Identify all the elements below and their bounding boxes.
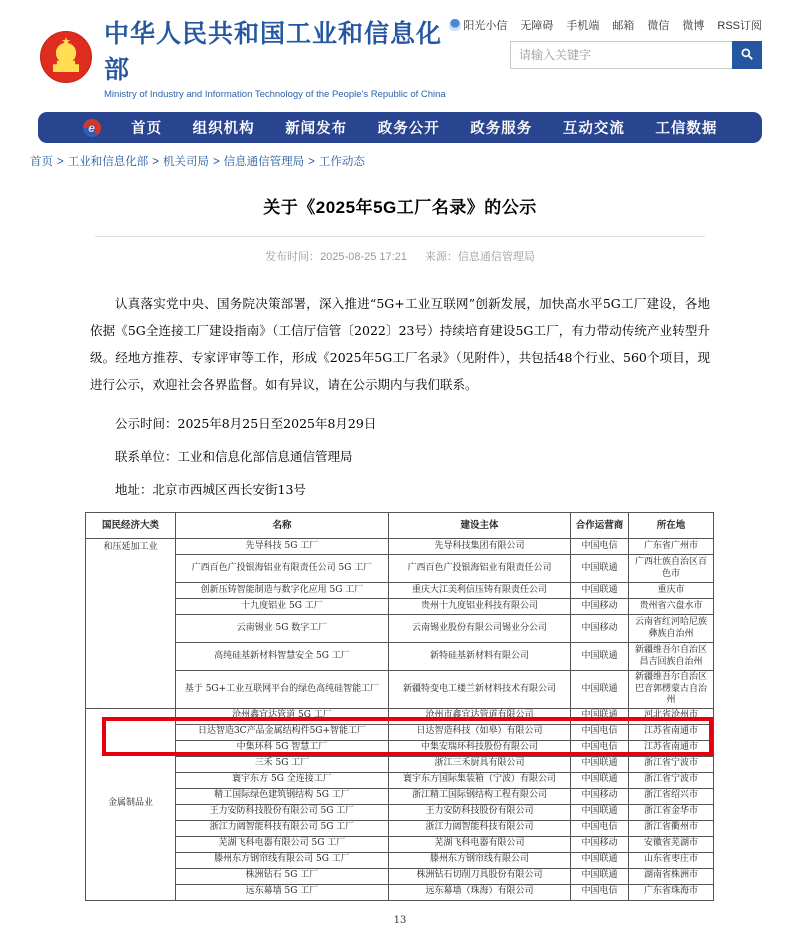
location-cell: 新疆维吾尔自治区巴音郭楞蒙古自治州 — [629, 671, 714, 709]
nav-logo-icon[interactable] — [83, 119, 101, 137]
article-paragraph: 认真落实党中央、国务院决策部署，深入推进“5G+工业互联网”创新发展，加快高水平5G工厂建设，各地依据《5G全连接工厂建设指南》（工信厅信管〔2022〕23号）持续培育建设5G工厂，有力带动传统产业转型升级。经地方推荐、专家评审等工作，形成《2025年5G工厂名录》（见附件），共包括48个行业、560个项目，现进行公示，欢迎社会各界监督。如有异议，请在公示期内与我们联系。 — [90, 296, 710, 392]
table-row — [86, 804, 714, 820]
table-row — [86, 643, 714, 671]
table-row — [86, 868, 714, 884]
nav-item[interactable]: 政务服务 — [470, 121, 533, 137]
table-row — [86, 836, 714, 852]
table-row — [86, 599, 714, 615]
operator-cell: 中国联通 — [571, 804, 629, 820]
location-cell: 新疆维吾尔自治区昌吉回族自治州 — [629, 643, 714, 671]
publish-time: 2025-08-25 17:21 — [320, 251, 407, 263]
factory-name-cell: 芜湖飞科电器有限公司 5G 工厂 — [176, 836, 389, 852]
quick-link[interactable]: 无障碍 — [520, 20, 554, 32]
page-title: 关于《2025年5G工厂名录》的公示 — [263, 198, 537, 217]
site-brand[interactable] — [40, 14, 449, 100]
location-cell: 广东省广州市 — [629, 539, 714, 555]
table-row — [86, 756, 714, 772]
location-cell: 贵州省六盘水市 — [629, 599, 714, 615]
title-divider — [95, 236, 705, 237]
article — [0, 193, 800, 498]
location-cell: 云南省红河哈尼族彝族自治州 — [629, 615, 714, 643]
source-label: 来源： — [424, 251, 458, 263]
table-row — [86, 820, 714, 836]
page-number: 13 — [393, 914, 407, 926]
operator-cell: 中国电信 — [571, 740, 629, 756]
table-column-header: 名称 — [176, 513, 389, 539]
builder-cell: 远东幕墙（珠海）有限公司 — [389, 884, 571, 900]
article-body — [90, 290, 710, 398]
operator-cell: 中国联通 — [571, 708, 629, 724]
table-row — [86, 740, 714, 756]
location-cell: 浙江省绍兴市 — [629, 788, 714, 804]
location-cell: 江苏省南通市 — [629, 740, 714, 756]
breadcrumb-separator: > — [212, 156, 220, 168]
search-bar — [510, 41, 762, 69]
factory-name-cell: 浙江力阔智能科技有限公司 5G 工厂 — [176, 820, 389, 836]
builder-cell: 新疆特变电工楼兰新材料技术有限公司 — [389, 671, 571, 709]
location-cell: 江苏省南通市 — [629, 724, 714, 740]
breadcrumb-link[interactable]: 首页 — [30, 156, 53, 168]
table-row — [86, 615, 714, 643]
table-row — [86, 708, 714, 724]
builder-cell: 贵州十九度铝业科技有限公司 — [389, 599, 571, 615]
factory-name-cell: 高纯硅基新材料智慧安全 5G 工厂 — [176, 643, 389, 671]
location-cell: 河北省沧州市 — [629, 708, 714, 724]
factory-name-cell: 远东幕墙 5G 工厂 — [176, 884, 389, 900]
location-cell: 浙江省宁波市 — [629, 756, 714, 772]
operator-cell: 中国联通 — [571, 772, 629, 788]
main-nav — [38, 112, 762, 143]
table-row — [86, 539, 714, 555]
breadcrumb-separator: > — [57, 156, 64, 168]
factory-name-cell: 王力安防科技股份有限公司 5G 工厂 — [176, 804, 389, 820]
operator-cell: 中国联通 — [571, 868, 629, 884]
national-emblem-logo: ★ — [40, 31, 92, 83]
source-value: 信息通信管理局 — [457, 251, 535, 263]
breadcrumb-separator: > — [152, 156, 159, 168]
builder-cell: 云南锡业股份有限公司锡业分公司 — [389, 615, 571, 643]
operator-cell: 中国联通 — [571, 671, 629, 709]
table-header-row — [86, 513, 714, 539]
factory-name-cell: 先导科技 5G 工厂 — [176, 539, 389, 555]
nav-item[interactable]: 首页 — [131, 121, 163, 137]
search-icon — [740, 47, 754, 64]
location-cell: 重庆市 — [629, 583, 714, 599]
builder-cell: 滕州东方钢帘线有限公司 — [389, 852, 571, 868]
factory-name-cell: 基于 5G+工业互联网平台的绿色高纯硅智能工厂 — [176, 671, 389, 709]
quick-link[interactable]: RSS订阅 — [717, 20, 762, 32]
table-row — [86, 788, 714, 804]
factory-name-cell: 云南锡业 5G 数字工厂 — [176, 615, 389, 643]
factory-table-wrap — [85, 512, 713, 901]
table-column-header: 合作运营商 — [571, 513, 629, 539]
location-cell: 广西壮族自治区百色市 — [629, 555, 714, 583]
builder-cell: 重庆大江美利信压铸有限责任公司 — [389, 583, 571, 599]
contact-unit: 联系单位：工业和信息化部信息通信管理局 — [115, 449, 353, 464]
operator-cell: 中国电信 — [571, 539, 629, 555]
nav-item[interactable]: 工信数据 — [655, 121, 718, 137]
location-cell: 安徽省芜湖市 — [629, 836, 714, 852]
builder-cell: 株洲钻石切削刀具股份有限公司 — [389, 868, 571, 884]
builder-cell: 浙江三禾厨具有限公司 — [389, 756, 571, 772]
location-cell: 山东省枣庄市 — [629, 852, 714, 868]
factory-name-cell: 沧州鑫宜达管道 5G 工厂 — [176, 708, 389, 724]
operator-cell: 中国电信 — [571, 724, 629, 740]
operator-cell: 中国联通 — [571, 852, 629, 868]
masthead — [0, 0, 800, 106]
table-row — [86, 671, 714, 709]
breadcrumb-link[interactable]: 工作动态 — [318, 156, 365, 168]
builder-cell: 浙江精工国际钢结构工程有限公司 — [389, 788, 571, 804]
category-cell: 金属制品业 — [86, 708, 176, 900]
operator-cell: 中国联通 — [571, 643, 629, 671]
quick-link[interactable]: 微信 — [647, 20, 670, 32]
sunshine-assistant-icon — [449, 19, 461, 31]
factory-name-cell: 株洲钻石 5G 工厂 — [176, 868, 389, 884]
location-cell: 浙江省宁波市 — [629, 772, 714, 788]
operator-cell: 中国联通 — [571, 583, 629, 599]
quick-links — [449, 17, 762, 33]
publish-time-label: 发布时间： — [265, 251, 321, 263]
quick-link[interactable]: 手机端 — [566, 20, 600, 32]
factory-name-cell: 创新压铸智能制造与数字化应用 5G 工厂 — [176, 583, 389, 599]
table-row — [86, 772, 714, 788]
quick-link[interactable]: 微博 — [682, 20, 705, 32]
factory-table — [85, 512, 714, 901]
location-cell: 广东省珠海市 — [629, 884, 714, 900]
breadcrumb — [0, 143, 800, 169]
location-cell: 湖南省株洲市 — [629, 868, 714, 884]
search-input[interactable] — [510, 41, 732, 69]
location-cell: 浙江省衢州市 — [629, 820, 714, 836]
category-cell: 和压延加工业 — [86, 539, 176, 709]
notice-period: 公示时间：2025年8月25日至2025年8月29日 — [115, 416, 377, 431]
breadcrumb-link[interactable]: 信息通信管理局 — [223, 156, 305, 168]
table-column-header: 所在地 — [629, 513, 714, 539]
article-meta — [90, 248, 710, 264]
factory-name-cell: 日达智造3C产品金属结构件5G+智能工厂 — [176, 724, 389, 740]
site-subtitle: Ministry of Industry and Information Technology of the People's Republic of China — [104, 89, 446, 100]
operator-cell: 中国移动 — [571, 788, 629, 804]
factory-name-cell: 三禾 5G 工厂 — [176, 756, 389, 772]
operator-cell: 中国移动 — [571, 615, 629, 643]
quick-link[interactable]: 阳光小信 — [449, 17, 507, 33]
table-row — [86, 724, 714, 740]
builder-cell: 王力安防科技股份有限公司 — [389, 804, 571, 820]
nav-item[interactable]: 新闻发布 — [285, 121, 348, 137]
breadcrumb-separator: > — [308, 156, 315, 168]
location-cell: 浙江省金华市 — [629, 804, 714, 820]
operator-cell: 中国移动 — [571, 599, 629, 615]
operator-cell: 中国电信 — [571, 820, 629, 836]
builder-cell: 广西百色广投银海铝业有限责任公司 — [389, 555, 571, 583]
factory-name-cell: 十九度铝业 5G 工厂 — [176, 599, 389, 615]
factory-name-cell: 广西百色广投银海铝业有限责任公司 5G 工厂 — [176, 555, 389, 583]
table-row — [86, 884, 714, 900]
operator-cell: 中国电信 — [571, 884, 629, 900]
operator-cell: 中国移动 — [571, 836, 629, 852]
factory-name-cell: 滕州东方钢帘线有限公司 5G 工厂 — [176, 852, 389, 868]
quick-link[interactable]: 邮箱 — [612, 20, 635, 32]
builder-cell: 寰宇东方国际集装箱（宁波）有限公司 — [389, 772, 571, 788]
builder-cell: 芜湖飞科电器有限公司 — [389, 836, 571, 852]
breadcrumb-link[interactable]: 工业和信息化部 — [67, 156, 149, 168]
builder-cell: 日达智造科技（如皋）有限公司 — [389, 724, 571, 740]
builder-cell: 新特硅基新材料有限公司 — [389, 643, 571, 671]
table-row — [86, 852, 714, 868]
site-title: 中华人民共和国工业和信息化部 — [104, 20, 443, 84]
builder-cell: 中集安瑞环科技股份有限公司 — [389, 740, 571, 756]
operator-cell: 中国联通 — [571, 756, 629, 772]
nav-item[interactable]: 互动交流 — [562, 121, 625, 137]
contact-address: 地址：北京市西城区西长安街13号 — [115, 482, 306, 497]
factory-name-cell: 精工国际绿色建筑钢结构 5G 工厂 — [176, 788, 389, 804]
factory-name-cell: 中集环科 5G 智慧工厂 — [176, 740, 389, 756]
operator-cell: 中国联通 — [571, 555, 629, 583]
breadcrumb-link[interactable]: 机关司局 — [162, 156, 209, 168]
table-column-header: 建设主体 — [389, 513, 571, 539]
search-button[interactable] — [732, 41, 762, 69]
table-column-header: 国民经济大类 — [86, 513, 176, 539]
builder-cell: 先导科技集团有限公司 — [389, 539, 571, 555]
table-row — [86, 583, 714, 599]
nav-item[interactable]: 政务公开 — [377, 121, 440, 137]
builder-cell: 沧州市鑫宜达管道有限公司 — [389, 708, 571, 724]
builder-cell: 浙江力阔智能科技有限公司 — [389, 820, 571, 836]
table-row — [86, 555, 714, 583]
factory-name-cell: 寰宇东方 5G 全连接工厂 — [176, 772, 389, 788]
nav-item[interactable]: 组织机构 — [192, 121, 255, 137]
